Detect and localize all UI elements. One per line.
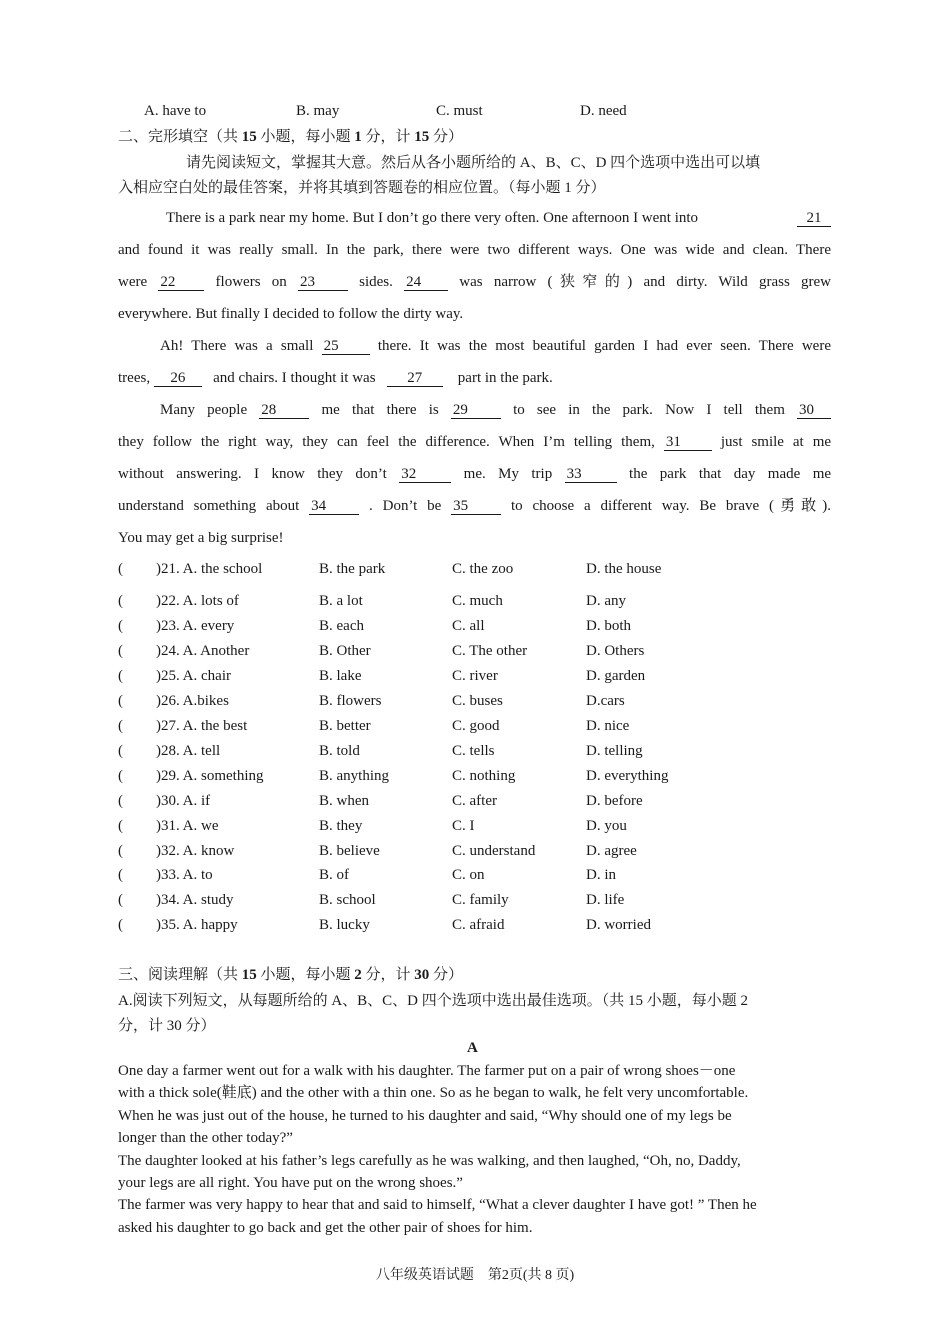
answer-paren[interactable]: (: [118, 561, 123, 577]
option-b[interactable]: B. lucky: [319, 917, 370, 933]
answer-paren[interactable]: (: [118, 693, 123, 709]
section3-instructions-line2: 分，计 30 分）: [118, 1018, 216, 1034]
passage-line: You may get a big surprise!: [118, 530, 284, 546]
cloze-passage: [118, 202, 831, 554]
passage-line: [118, 266, 831, 298]
prev-option-a: A. have to: [144, 103, 207, 119]
heading-points: 2: [354, 967, 362, 983]
blank-21[interactable]: 21: [797, 211, 831, 227]
section2-instructions-line1: 请先阅读短文，掌握其大意。然后从各小题所给的 A、B、C、D 四个选项中选出可以填: [186, 155, 761, 171]
option-d[interactable]: D. in: [586, 867, 616, 883]
question-row: [118, 689, 818, 714]
option-a[interactable]: )31. A. we: [156, 818, 219, 834]
option-c[interactable]: C. the zoo: [452, 561, 514, 577]
heading-text: 分）: [429, 967, 464, 983]
blank-29[interactable]: 29: [451, 403, 501, 419]
option-b[interactable]: B. the park: [319, 561, 386, 577]
passage-text: without answering. I know they don’t: [118, 466, 400, 482]
answer-paren[interactable]: (: [118, 867, 123, 883]
question-row: [118, 664, 818, 689]
story-text: [118, 1060, 832, 1239]
answer-paren[interactable]: (: [118, 793, 123, 809]
heading-text: 二、完形填空（共: [118, 129, 242, 145]
answer-paren[interactable]: (: [118, 668, 123, 684]
passage-line: [118, 202, 831, 234]
option-d[interactable]: D. garden: [586, 668, 646, 684]
option-c[interactable]: C. river: [452, 668, 498, 684]
blank-34[interactable]: 34: [309, 499, 359, 515]
blank-22[interactable]: 22: [158, 275, 204, 291]
option-d[interactable]: D. nice: [586, 718, 630, 734]
option-d[interactable]: D. agree: [586, 843, 637, 859]
passage-line: [118, 394, 831, 426]
option-d[interactable]: D. everything: [586, 768, 669, 784]
question-row: [118, 814, 818, 839]
passage-text: there. It was the most beautiful garden I had ever seen. There were: [377, 338, 831, 354]
blank-32[interactable]: 32: [399, 467, 451, 483]
heading-text: 小题，每小题: [256, 129, 355, 145]
option-a[interactable]: )26. A.bikes: [156, 693, 229, 709]
option-d[interactable]: D. before: [586, 793, 643, 809]
blank-26[interactable]: 26: [154, 371, 202, 387]
option-d[interactable]: D. Others: [586, 643, 645, 659]
prev-option-d: D. need: [580, 103, 627, 119]
section2-heading: [118, 125, 463, 146]
story-line: When he was just out of the house, he turned to his daughter and said, “Why should one of my legs be: [118, 1107, 732, 1124]
option-d[interactable]: D.cars: [586, 693, 625, 709]
question-row: [118, 888, 818, 913]
option-b[interactable]: B. anything: [319, 768, 389, 784]
option-b[interactable]: B. flowers: [319, 693, 382, 709]
passage-text: me. My trip: [463, 466, 565, 482]
option-a[interactable]: )21. A. the school: [156, 561, 263, 577]
passage-text: were: [118, 274, 159, 290]
blank-33[interactable]: 33: [565, 467, 617, 483]
passage-text: the park that day made me: [629, 466, 832, 482]
blank-31[interactable]: 31: [664, 435, 712, 451]
heading-points: 1: [354, 129, 362, 145]
option-b[interactable]: B. when: [319, 793, 369, 809]
passage-text: to see in the park. Now I tell them: [513, 402, 798, 418]
option-b[interactable]: B. they: [319, 818, 363, 834]
passage-text: me that there is: [321, 402, 451, 418]
passage-text: they follow the right way, they can feel the difference. When I’m telling them,: [118, 434, 664, 450]
heading-text: 三、阅读理解（共: [118, 967, 242, 983]
option-a[interactable]: )22. A. lots of: [156, 593, 239, 609]
question-row: [118, 764, 818, 789]
question-row: [118, 557, 818, 582]
heading-total: 30: [414, 967, 430, 983]
option-b[interactable]: B. lake: [319, 668, 362, 684]
question-row: [118, 614, 818, 639]
passage-line: everywhere. But finally I decided to follow the dirty way.: [118, 306, 464, 322]
option-a[interactable]: )23. A. every: [156, 618, 235, 634]
option-b[interactable]: B. believe: [319, 843, 380, 859]
option-a[interactable]: )33. A. to: [156, 867, 213, 883]
option-c[interactable]: C. all: [452, 618, 485, 634]
option-c[interactable]: C. family: [452, 892, 509, 908]
heading-count: 15: [241, 129, 257, 145]
heading-total: 15: [414, 129, 430, 145]
question-row: [118, 789, 818, 814]
passage-text: flowers on: [215, 274, 298, 290]
option-a[interactable]: )32. A. know: [156, 843, 235, 859]
story-line: The farmer was very happy to hear that and said to himself, “What a clever daughter I have got! ” Then he: [118, 1197, 757, 1214]
story-line: longer than the other today?”: [118, 1130, 293, 1147]
blank-28[interactable]: 28: [259, 403, 309, 419]
section3-heading: [118, 963, 463, 984]
passage-text: Many people: [160, 402, 260, 418]
passage-line: and found it was really small. In the park, there were two different ways. One was wide and clean. There: [118, 242, 831, 258]
passage-text: sides.: [359, 274, 405, 290]
question-row: [118, 739, 818, 764]
option-d[interactable]: D. telling: [586, 743, 643, 759]
passage-text: There is a park near my home. But I don’t go there very often. One afternoon I went into: [166, 210, 699, 226]
answer-paren[interactable]: (: [118, 718, 123, 734]
option-a[interactable]: )25. A. chair: [156, 668, 231, 684]
answer-paren[interactable]: (: [118, 618, 123, 634]
question-row: [118, 639, 818, 664]
passage-line: [118, 458, 831, 490]
option-a[interactable]: )35. A. happy: [156, 917, 238, 933]
question-row: [118, 913, 818, 938]
passage-text: and chairs. I thought it was: [209, 370, 380, 386]
story-line: The daughter looked at his father’s legs carefully as he was walking, and then laughed, “Oh, no, Daddy,: [118, 1152, 741, 1169]
passage-text: . Don’t be: [369, 498, 452, 514]
story-line: asked his daughter to go back and get the other pair of shoes for him.: [118, 1219, 533, 1236]
option-b[interactable]: B. a lot: [319, 593, 363, 609]
option-a[interactable]: )24. A. Another: [156, 643, 250, 659]
option-a[interactable]: )28. A. tell: [156, 743, 221, 759]
answer-paren[interactable]: (: [118, 892, 123, 908]
answer-paren[interactable]: (: [118, 843, 123, 859]
option-b[interactable]: B. of: [319, 867, 349, 883]
option-d[interactable]: D. life: [586, 892, 625, 908]
option-d[interactable]: D. you: [586, 818, 627, 834]
answer-paren[interactable]: (: [118, 768, 123, 784]
heading-text: 分，计: [361, 967, 415, 983]
option-c[interactable]: C. buses: [452, 693, 503, 709]
passage-text: just smile at me: [720, 434, 832, 450]
section2-instructions-line2: 入相应空白处的最佳答案，并将其填到答题卷的相应位置。（每小题 1 分）: [118, 180, 606, 196]
option-c[interactable]: C. understand: [452, 843, 536, 859]
passage-line: [118, 330, 831, 362]
option-d[interactable]: D. worried: [586, 917, 651, 933]
blank-25[interactable]: 25: [322, 339, 370, 355]
question-row: [118, 714, 818, 739]
answer-paren[interactable]: (: [118, 818, 123, 834]
option-c[interactable]: C. tells: [452, 743, 495, 759]
heading-text: 分，计: [361, 129, 415, 145]
answer-paren[interactable]: (: [118, 917, 123, 933]
passage-text: understand something about: [118, 498, 310, 514]
story-line: your legs are all right. You have put on the wrong shoes.”: [118, 1175, 463, 1192]
blank-27[interactable]: 27: [387, 371, 443, 387]
heading-count: 15: [241, 967, 257, 983]
prev-option-c: C. must: [436, 103, 483, 119]
story-line: One day a farmer went out for a walk with his daughter. The farmer put on a pair of wrong shoes－one: [118, 1063, 736, 1079]
option-c[interactable]: C. The other: [452, 643, 528, 659]
option-a[interactable]: )29. A. something: [156, 768, 264, 784]
blank-30[interactable]: 30: [797, 403, 831, 419]
option-c[interactable]: C. I: [452, 818, 475, 834]
blank-35[interactable]: 35: [451, 499, 501, 515]
heading-text: 小题，每小题: [256, 967, 355, 983]
passage-text: trees,: [118, 370, 154, 386]
question-row: [118, 839, 818, 864]
blank-23[interactable]: 23: [298, 275, 348, 291]
answer-paren[interactable]: (: [118, 593, 123, 609]
option-d[interactable]: D. both: [586, 618, 631, 634]
question-row: [118, 589, 818, 614]
option-b[interactable]: B. Other: [319, 643, 371, 659]
page-footer: 八年级英语试题 第2页(共 8 页): [375, 1268, 575, 1283]
story-title: A: [467, 1040, 478, 1056]
option-a[interactable]: )34. A. study: [156, 892, 234, 908]
option-b[interactable]: B. told: [319, 743, 360, 759]
option-d[interactable]: D. the house: [586, 561, 662, 577]
passage-text: Ah! There was a small: [160, 338, 322, 354]
answer-paren[interactable]: (: [118, 643, 123, 659]
story-line: with a thick sole(鞋底) and the other with a thin one. So as he began to walk, he felt very uncomfortable.: [118, 1085, 749, 1102]
option-c[interactable]: C. after: [452, 793, 497, 809]
option-c[interactable]: C. much: [452, 593, 503, 609]
passage-text: part in the park.: [454, 370, 553, 386]
option-c[interactable]: C. nothing: [452, 768, 516, 784]
passage-text: was narrow (狭窄的) and dirty. Wild grass grew: [459, 274, 831, 290]
option-a[interactable]: )30. A. if: [156, 793, 211, 809]
passage-line: [118, 362, 831, 394]
option-b[interactable]: B. each: [319, 618, 364, 634]
passage-line: [118, 426, 831, 458]
blank-24[interactable]: 24: [404, 275, 448, 291]
option-c[interactable]: C. afraid: [452, 917, 505, 933]
passage-line: [118, 490, 831, 522]
heading-text: 分）: [429, 129, 464, 145]
option-b[interactable]: B. better: [319, 718, 371, 734]
question-row: [118, 863, 818, 888]
option-b[interactable]: B. school: [319, 892, 376, 908]
answer-paren[interactable]: (: [118, 743, 123, 759]
option-a[interactable]: )27. A. the best: [156, 718, 248, 734]
prev-option-b: B. may: [296, 103, 340, 119]
option-c[interactable]: C. on: [452, 867, 485, 883]
option-d[interactable]: D. any: [586, 593, 626, 609]
option-c[interactable]: C. good: [452, 718, 500, 734]
section3-instructions-line1: A.阅读下列短文，从每题所给的 A、B、C、D 四个选项中选出最佳选项。（共 15 小题，每小题 2: [118, 993, 749, 1009]
passage-text: to choose a different way. Be brave (勇敢).: [511, 498, 831, 514]
